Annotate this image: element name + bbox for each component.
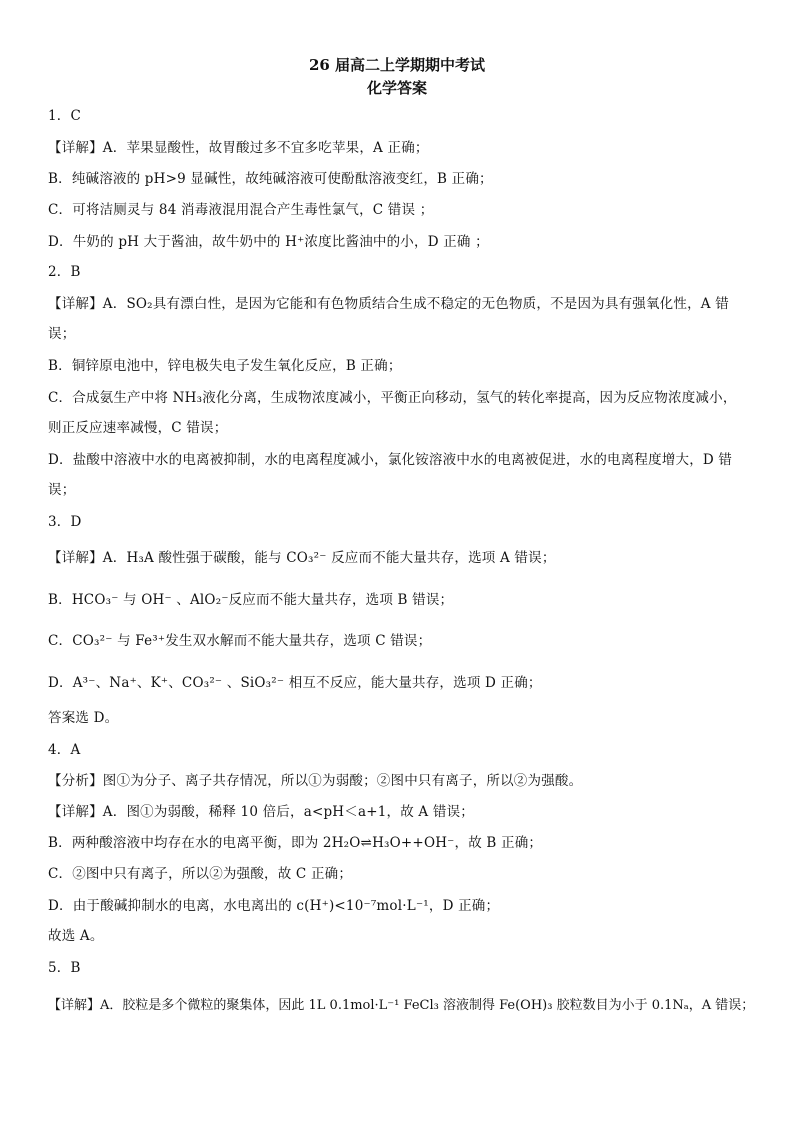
text-line: 【分析】图①为分子、离子共存情况，所以①为弱酸；②图中只有离子，所以②为强酸。: [48, 773, 583, 789]
document-subtitle: 化学答案: [366, 79, 427, 97]
text-line: B．铜锌原电池中，锌电极失电子发生氧化反应，B 正确；: [48, 358, 402, 374]
answer-number: 1．C: [48, 108, 82, 124]
text-line: D．牛奶的 pH 大于酱油，故牛奶中的 H⁺浓度比酱油中的小，D 正确 ；: [48, 234, 489, 250]
text-line: 答案选 D。: [48, 710, 119, 726]
text-line: B．纯碱溶液的 pH>9 显碱性，故纯碱溶液可使酚酞溶液变红，B 正确；: [48, 171, 493, 187]
text-line: D．由于酸碱抑制水的电离，水电离出的 c(H⁺)<10⁻⁷mol·L⁻¹，D 正确；: [48, 898, 500, 914]
answer-number: 2．B: [48, 264, 81, 280]
text-line: C．可将洁厕灵与 84 消毒液混用混合产生毒性氯气，C 错误 ；: [48, 202, 434, 218]
text-line: 误；: [48, 326, 76, 342]
answer-number: 3．D: [48, 514, 82, 530]
text-line: B．两种酸溶液中均存在水的电离平衡，即为 2H₂O⇌H₃O++OH⁻，故 B 正确；: [48, 835, 543, 851]
text-line: B．HCO₃⁻ 与 OH⁻ 、AlO₂⁻反应而不能大量共存，选项 B 错误；: [48, 592, 454, 608]
text-line: 【详解】A．H₃A 酸性强于碳酸，能与 CO₃²⁻ 反应而不能大量共存，选项 A 错误；: [48, 550, 556, 566]
text-line: 【详解】A．胶粒是多个微粒的聚集体，因此 1L 0.1mol·L⁻¹ FeCl₃ 溶液制得 Fe(OH)₃ 胶粒数目为小于 0.1Nₐ，A 错误；: [48, 998, 755, 1013]
answer-number: 5．B: [48, 960, 81, 976]
text-line: 故选 A。: [48, 928, 104, 944]
document-title: 26 届高二上学期期中考试: [308, 56, 486, 74]
answer-number: 4．A: [48, 742, 81, 758]
text-line: C．②图中只有离子，所以②为强酸，故 C 正确；: [48, 866, 353, 882]
text-line: D．A³⁻、Na⁺、K⁺、CO₃²⁻ 、SiO₃²⁻ 相互不反应，能大量共存，选项 D 正确；: [48, 675, 542, 691]
text-line: 【详解】A．SO₂具有漂白性，是因为它能和有色物质结合生成不稳定的无色物质，不是因为具有强氧化性，A 错: [48, 296, 729, 312]
text-line: 则正反应速率减慢，C 错误；: [48, 420, 228, 436]
text-line: D．盐酸中溶液中水的电离被抑制，水的电离程度减小，氯化铵溶液中水的电离被促进，水的电离程度增大，D 错: [48, 452, 733, 468]
text-line: 【详解】A．苹果显酸性，故胃酸过多不宜多吃苹果，A 正确；: [48, 140, 429, 156]
text-line: 【详解】A．图①为弱酸，稀释 10 倍后，a<pH＜a+1，故 A 错误；: [48, 804, 474, 820]
text-line: C．合成氨生产中将 NH₃液化分离，生成物浓度减小，平衡正向移动，氢气的转化率提高，因为反应物浓度减小，: [48, 390, 737, 406]
text-line: C．CO₃²⁻ 与 Fe³⁺发生双水解而不能大量共存，选项 C 错误；: [48, 633, 432, 649]
text-line: 误；: [48, 482, 76, 498]
